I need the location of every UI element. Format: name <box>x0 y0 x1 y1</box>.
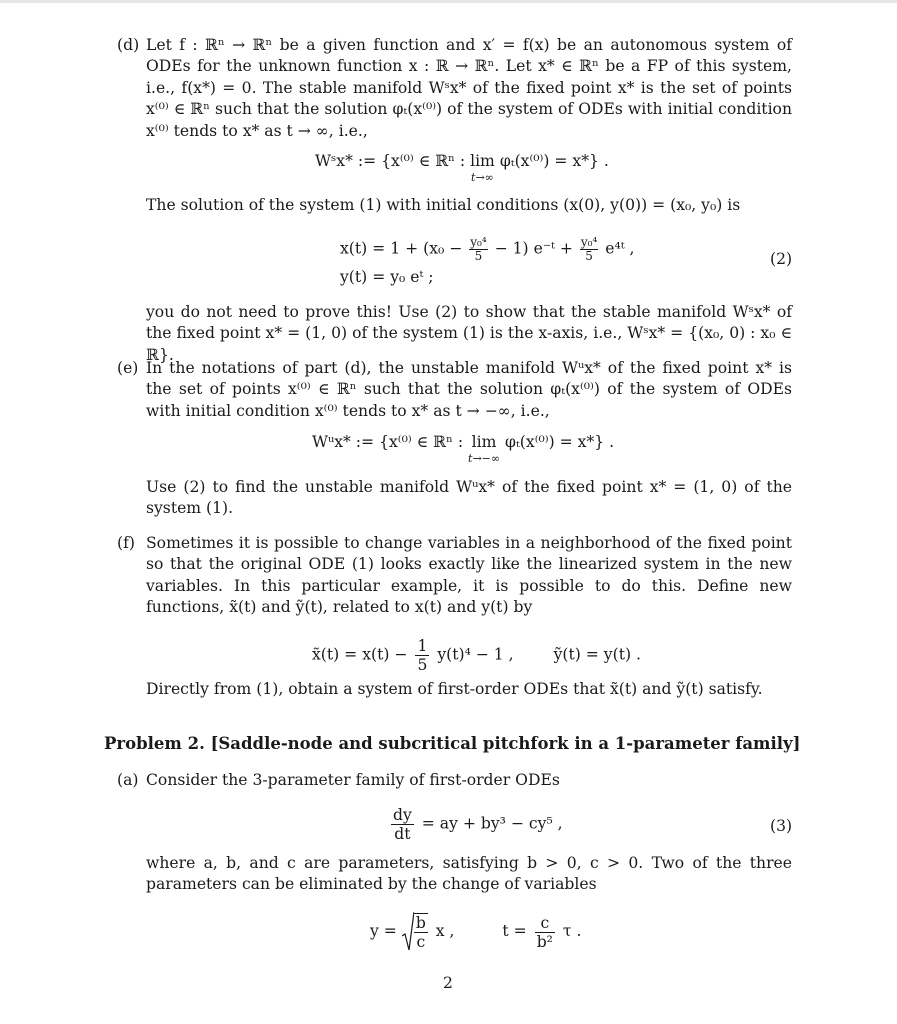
cv-t-right: τ . <box>562 922 582 940</box>
part-2a-text: Consider the 3-parameter family of first-order ODEs <box>146 771 560 789</box>
cv-t-left: t = <box>502 922 527 940</box>
solution-intro: The solution of the system (1) with initial conditions (x(0), y(0)) = (x₀, y₀) is <box>146 196 741 214</box>
eq-f-right: ỹ(t) = y(t) . <box>553 645 641 664</box>
def-e-right: φₜ(x⁽⁰⁾) = x*} . <box>505 433 615 451</box>
lim-text: lim <box>470 152 495 170</box>
problem-2-title: Problem 2. [Saddle-node and subcritical pitchfork in a 1-parameter family] <box>104 734 801 753</box>
part-e-after: Use (2) to find the unstable manifold Wᵘx* of the fixed point x* = (1, 0) of the system (1). <box>146 478 792 518</box>
lim-text: lim <box>471 433 497 451</box>
frac-den: c <box>416 933 426 951</box>
cv-y-right: x , <box>435 922 455 940</box>
frac-den: 5 <box>474 249 483 263</box>
part-e-text: In the notations of part (d), the unstable manifold Wᵘx* of the fixed point x* is the set of points x⁽⁰⁾ ∈ ℝⁿ such that the solution φₜ(x⁽⁰⁾) of the system of ODEs with initial condition x⁽⁰⁾ tends to x* as t → −∞, i.e., <box>146 359 792 420</box>
ode-rhs: = ay + by³ − cy⁵ , <box>421 814 563 833</box>
def-e-left: Wᵘx* := {x⁽⁰⁾ ∈ ℝⁿ : <box>312 433 464 451</box>
eq-f-frac <box>415 637 429 674</box>
frac-den: 5 <box>417 656 428 674</box>
frac-num: y₀⁴ <box>470 235 487 249</box>
part-f-label: (f) <box>117 534 135 552</box>
frac-num: 1 <box>417 637 428 655</box>
part-f-text: Sometimes it is possible to change variables in a neighborhood of the fixed point so that the original ODE (1) looks exactly like the linearized system in the new variables. In this particular example, it is possible to do this. Define new functions, x̃(t) and ỹ(t), related to x(t) and y(t) by <box>146 534 792 617</box>
def-d-right: φₜ(x⁽⁰⁾) = x*} . <box>499 152 609 170</box>
frac-num: y₀⁴ <box>580 235 598 249</box>
frac-num: c <box>535 914 555 933</box>
def-d-lim <box>470 151 495 184</box>
eq-x-frac2 <box>580 236 598 263</box>
part-d-text: Let f : ℝⁿ → ℝⁿ be a given function and x′ = f(x) be an autonomous system of ODEs for the unknown function x : ℝ → ℝⁿ. Let x* ∈ ℝⁿ be a FP of this system, i.e., f(x*) = 0. The stable manifold Wˢx* of the fixed point x* is the set of points x⁽⁰⁾ ∈ ℝⁿ such that the solution φₜ(x⁽⁰⁾) of the system of ODEs with initial condition x⁽⁰⁾ tends to x* as t → ∞, i.e., <box>146 36 792 140</box>
eq-x-right: e⁴ᵗ , <box>605 239 635 258</box>
cv-y-left: y = <box>370 922 397 940</box>
equation-number-2: (2) <box>770 250 793 268</box>
sqrt-sign-icon <box>402 912 414 952</box>
eq-x-frac <box>469 236 487 263</box>
unstable-manifold-definition <box>312 432 614 465</box>
part-2a-after: where a, b, and c are parameters, satisfying b > 0, c > 0. Two of the three parameters can be eliminated by the change of variables <box>146 854 792 894</box>
part-d-label: (d) <box>117 36 140 54</box>
cv-t-frac <box>535 914 555 951</box>
change-of-variables-eq <box>312 637 641 674</box>
eq-y-solution: y(t) = y₀ eᵗ ; <box>340 268 434 286</box>
eq-x-left: x(t) = 1 + (x₀ − <box>340 239 463 258</box>
frac-num: b <box>415 914 426 932</box>
frac-den: b² <box>536 932 553 951</box>
part-f-after: Directly from (1), obtain a system of first-order ODEs that x̃(t) and ỹ(t) satisfy. <box>146 680 763 698</box>
lim-sub: t→−∞ <box>468 452 501 465</box>
frac-den: 5 <box>585 249 593 263</box>
dy-dt-frac <box>391 806 414 843</box>
eq-f-mid: y(t)⁴ − 1 , <box>437 645 514 664</box>
part-2a-label: (a) <box>117 771 139 789</box>
part-d-after: you do not need to prove this! Use (2) to show that the stable manifold Wˢx* of the fixed point x* = (1, 0) of the system (1) is the x-axis, i.e., Wˢx* = {(x₀, 0) : x₀ ∈ ℝ}. <box>146 303 792 364</box>
stable-manifold-definition <box>315 151 609 184</box>
equation-number-3: (3) <box>770 817 793 835</box>
frac-den: dt <box>394 825 411 843</box>
eq-x-mid: − 1) e⁻ᵗ + <box>494 239 573 258</box>
frac-num: dy <box>393 806 412 824</box>
page-number: 2 <box>443 974 453 992</box>
change-of-variables-2 <box>370 912 581 952</box>
ode-family-eq <box>388 806 563 843</box>
def-e-lim <box>468 432 500 465</box>
part-e-label: (e) <box>117 359 139 377</box>
sqrt-frac <box>414 913 428 951</box>
def-d-left: Wˢx* := {x⁽⁰⁾ ∈ ℝⁿ : <box>315 152 466 170</box>
eq-x-solution <box>340 236 635 263</box>
sqrt-symbol <box>402 912 431 952</box>
eq-f-left: x̃(t) = x(t) − <box>312 645 408 664</box>
lim-sub: t→∞ <box>471 171 494 184</box>
